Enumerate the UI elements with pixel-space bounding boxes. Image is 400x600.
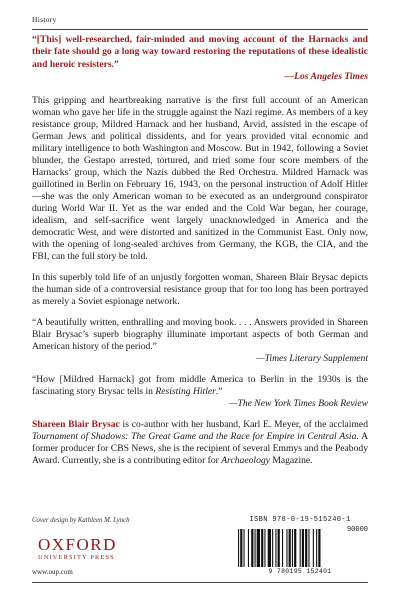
lead-review-quote: “[This] well-researched, fair-minded and moving account of the Harnacks and their fate should go a long way toward restoring the reputations of these idealistic and heroic resisters.”: [32, 34, 368, 70]
barcode-bars: [236, 529, 364, 567]
publisher-logo: [38, 536, 128, 562]
publisher-url: www.oup.com: [32, 568, 73, 576]
category-label: History: [32, 15, 57, 24]
isbn-number: ISBN 978-0-19-515240-1: [249, 516, 351, 524]
author-bio: [32, 419, 368, 467]
review-source-1: —Times Literary Supplement: [256, 352, 368, 364]
cover-design-credit: Cover design by Kathleen M. Lynch: [32, 517, 130, 524]
review-quote-2-end: .”: [215, 385, 223, 397]
review-quote-2-book-title: Resisting Hitler: [155, 385, 216, 397]
barcode-digits: 9 780195 152401: [268, 568, 332, 575]
review-quote-2-text: “How [Mildred Harnack] got from middle America to Berlin in the 1930s is the fascinating story Brysac tells in: [32, 373, 368, 397]
top-divider: [32, 29, 368, 30]
review-attribution-1: [32, 353, 368, 365]
publisher-subtitle: UNIVERSITY PRESS: [38, 554, 115, 561]
author-name: Shareen Blair Brysac: [32, 418, 120, 430]
lead-review-attribution: —Los Angeles Times: [284, 71, 368, 83]
author-bio-text-1: is co-author with her husband, Karl E. Meyer, of the acclaimed: [119, 418, 368, 430]
review-attribution-2: [32, 398, 368, 410]
review-source-2: —The New York Times Book Review: [228, 397, 368, 409]
isbn-barcode: [232, 516, 368, 574]
publisher-name: OXFORD: [38, 535, 117, 554]
review-quote-2: [32, 374, 368, 398]
author-bio-text-3: Magazine.: [269, 454, 313, 466]
author-bio-text-2: . A former producer for CBS News, she is the recipient of several Emmys and the Peabody Award. Currently, she is a contributing editor for: [32, 430, 368, 466]
author-magazine: Archaeology: [221, 454, 270, 466]
bottom-divider: [32, 582, 368, 583]
author-book-title: Tournament of Shadows: The Great Game and the Race for Empire in Central Asia: [32, 430, 357, 442]
description-paragraph-2: In this superbly told life of an unjustly forgotten woman, Shareen Blair Brysac depicts the human side of a controversial resistance group that for too long has been portrayed as merely a Soviet espionage network.: [32, 271, 368, 307]
description-paragraph-1: This gripping and heartbreaking narrative is the first full account of an American woman who gave her life in the struggle against the Nazi regime. As members of a key resistance group, Mildred Harnack and her husband, Arvid, assisted in the escape of German Jews and political dissidents, and for years provided vital economic and military intelligence to both Washington and Moscow. But in 1942, following a Soviet blunder, the Gestapo arrested, tortured, and tried some four score members of the Harnacks’ group, which the Nazis dubbed the Red Orchestra. Mildred Harnack was guillotined in Berlin on February 16, 1943, on the personal instruction of Adolf Hitler—she was the only American woman to be executed as an underground conspirator during World War II. Yet as the war ended and the Cold War began, her courage, idealism, and self-sacrifice went largely unacknowledged in America and the democratic West, and were distorted and sanitized in the Communist East. Only now, with the opening of long-sealed archives from Germany, the KGB, the CIA, and the FBI, can the full story be told.: [32, 94, 368, 262]
price-code: 90000: [346, 526, 368, 534]
review-quote-1: “A beautifully written, enthralling and moving book. . . . Answers provided in Shareen Blair Brysac’s superb biography illuminate important aspects of both German and American history of the period.”: [32, 316, 368, 352]
main-content: [32, 34, 368, 476]
